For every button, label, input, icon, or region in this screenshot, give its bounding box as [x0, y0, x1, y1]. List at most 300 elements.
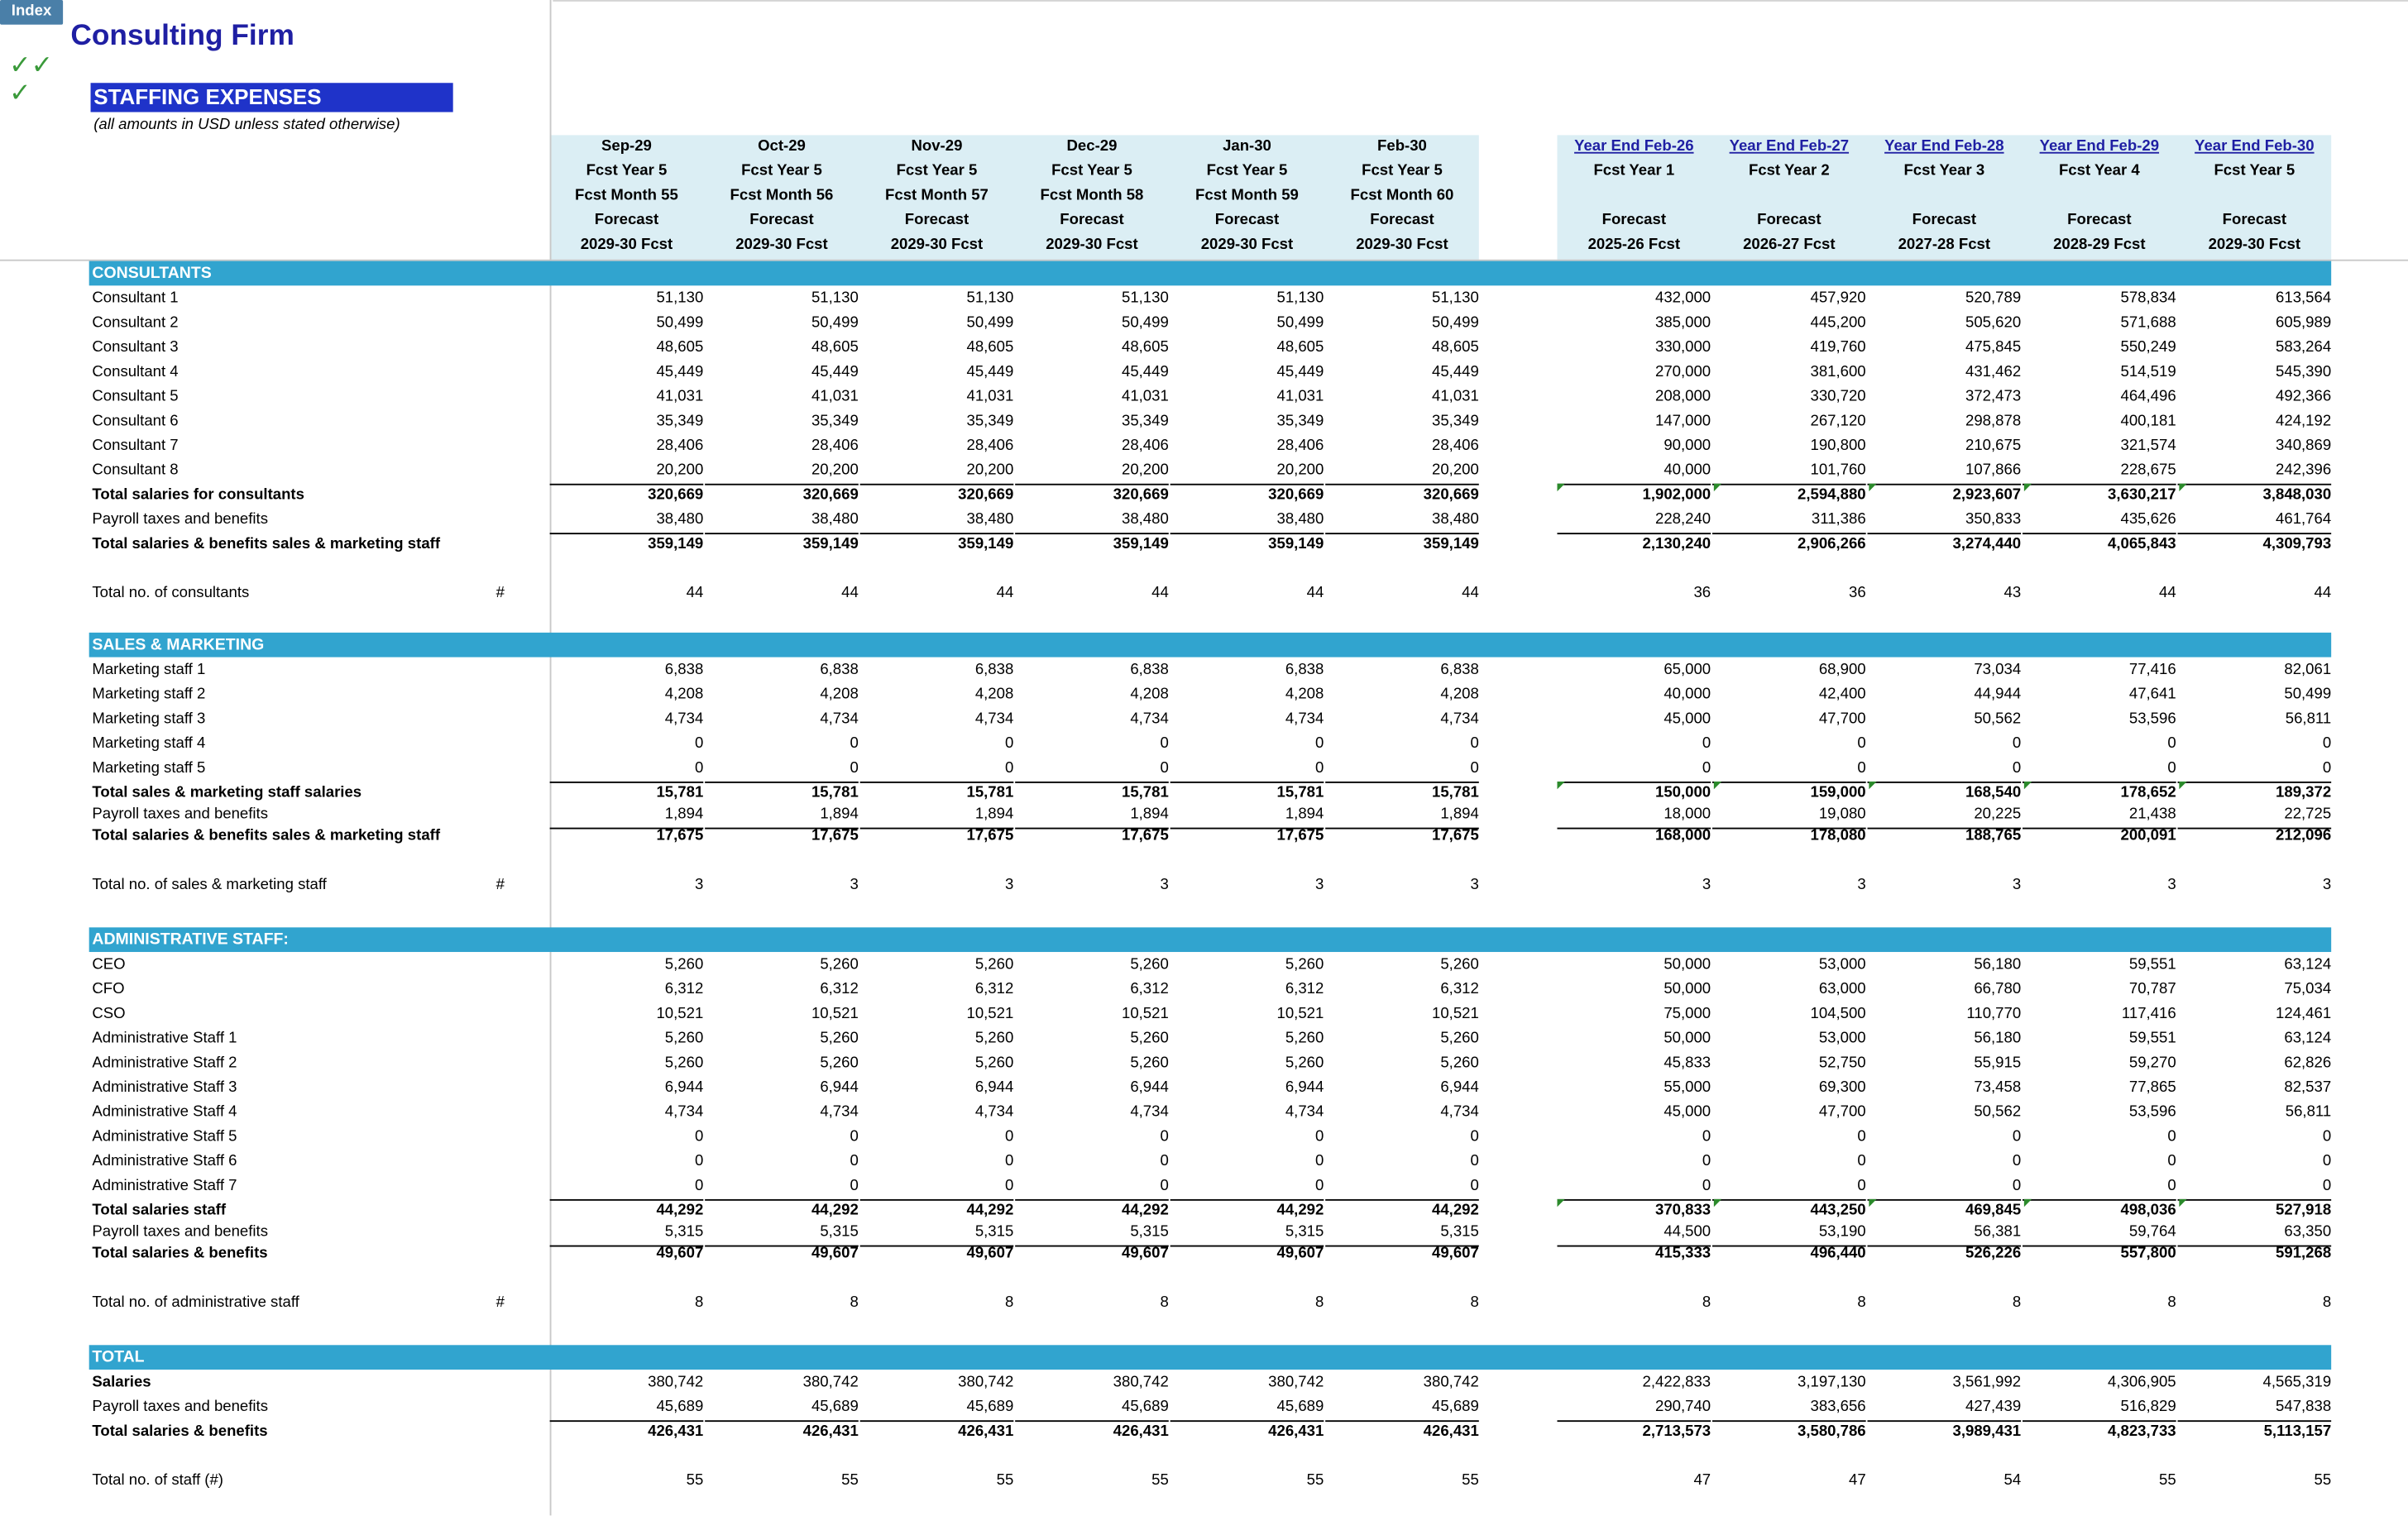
month-value-cell[interactable]: 320,669: [958, 486, 1014, 504]
year-value-cell[interactable]: 0: [2023, 1174, 2176, 1201]
year-value-cell[interactable]: 63,124: [2284, 956, 2332, 974]
year-value-cell[interactable]: 591,268: [2276, 1245, 2332, 1263]
year-value-cell[interactable]: 59,551: [2128, 1030, 2176, 1048]
year-value-cell[interactable]: 505,620: [1965, 314, 2022, 332]
month-value-cell[interactable]: 8: [850, 1294, 859, 1312]
month-value-cell[interactable]: 44: [841, 585, 859, 602]
month-value-cell[interactable]: 0: [1470, 735, 1479, 753]
year-value-cell[interactable]: 0: [2178, 1174, 2332, 1201]
month-value-cell[interactable]: 38,480: [705, 509, 859, 535]
month-value-cell[interactable]: 44: [996, 585, 1014, 602]
month-value-cell[interactable]: 51,130: [966, 289, 1014, 308]
month-value-cell[interactable]: 6,838: [1440, 662, 1479, 679]
year-value-cell[interactable]: 43: [2003, 585, 2022, 602]
month-value-cell[interactable]: 0: [1314, 735, 1324, 753]
year-value-cell[interactable]: 3,274,440: [1952, 535, 2022, 553]
month-value-cell[interactable]: 4,208: [1440, 686, 1479, 704]
month-value-cell[interactable]: 35,349: [1121, 413, 1169, 430]
year-value-cell[interactable]: 372,473: [1965, 388, 2022, 406]
month-value-cell[interactable]: 0: [1004, 735, 1014, 753]
month-value-cell[interactable]: 44,292: [966, 1202, 1014, 1220]
month-value-cell[interactable]: 4,734: [1130, 1103, 1169, 1121]
year-value-cell[interactable]: 492,366: [2276, 388, 2332, 406]
month-value-cell[interactable]: 0: [550, 757, 704, 783]
month-header[interactable]: [550, 135, 704, 258]
month-value-cell[interactable]: 8: [1160, 1294, 1169, 1312]
year-value-cell[interactable]: 0: [2322, 1128, 2332, 1145]
month-value-cell[interactable]: 3: [1314, 877, 1324, 894]
year-value-cell[interactable]: 526,226: [1965, 1245, 2022, 1263]
year-value-cell[interactable]: 190,800: [1810, 438, 1866, 455]
year-value-cell[interactable]: 435,626: [2023, 509, 2176, 535]
year-value-cell[interactable]: 3: [1857, 877, 1866, 894]
month-value-cell[interactable]: 4,734: [1130, 710, 1169, 728]
month-header[interactable]: [860, 135, 1014, 258]
month-value-cell[interactable]: 0: [550, 1174, 704, 1201]
month-value-cell[interactable]: 426,431: [1113, 1423, 1169, 1441]
month-value-cell[interactable]: 0: [1325, 757, 1479, 783]
year-value-cell[interactable]: 178,080: [1810, 827, 1866, 845]
year-value-cell[interactable]: 50,562: [1974, 1103, 2022, 1121]
year-value-cell[interactable]: 432,000: [1655, 289, 1711, 308]
month-value-cell[interactable]: 17,675: [811, 827, 859, 845]
month-value-cell[interactable]: 380,742: [958, 1374, 1014, 1391]
month-value-cell[interactable]: 4,734: [820, 1103, 859, 1121]
month-value-cell[interactable]: 28,406: [811, 438, 859, 455]
year-value-cell[interactable]: 0: [1712, 757, 1866, 783]
month-value-cell[interactable]: 0: [1314, 1153, 1324, 1170]
month-value-cell[interactable]: 20,200: [1015, 459, 1169, 485]
year-value-cell[interactable]: 75,000: [1664, 1006, 1711, 1023]
year-value-cell[interactable]: 73,458: [1974, 1079, 2022, 1097]
month-value-cell[interactable]: 8: [1470, 1294, 1479, 1312]
month-value-cell[interactable]: 5,260: [1130, 956, 1169, 974]
year-value-cell[interactable]: 44: [2159, 585, 2176, 602]
month-value-cell[interactable]: 426,431: [648, 1423, 704, 1441]
month-value-cell[interactable]: 45,689: [1170, 1396, 1324, 1423]
month-value-cell[interactable]: 5,260: [1285, 1055, 1324, 1072]
month-value-cell[interactable]: 359,149: [1423, 535, 1479, 553]
year-value-cell[interactable]: 2,713,573: [1642, 1423, 1711, 1441]
year-header[interactable]: [1557, 135, 1711, 258]
month-value-cell[interactable]: 6,838: [1285, 662, 1324, 679]
year-value-cell[interactable]: 400,181: [2120, 413, 2176, 430]
month-value-cell[interactable]: 426,431: [802, 1423, 859, 1441]
month-value-cell[interactable]: 6,944: [664, 1079, 704, 1097]
month-value-cell[interactable]: 10,521: [1432, 1006, 1479, 1023]
year-value-cell[interactable]: 0: [2012, 1128, 2022, 1145]
year-value-cell[interactable]: 44,944: [1974, 686, 2022, 704]
month-value-cell[interactable]: 55: [996, 1472, 1014, 1490]
year-value-cell[interactable]: 381,600: [1810, 363, 1866, 381]
month-value-cell[interactable]: 1,894: [1170, 803, 1324, 830]
year-value-cell[interactable]: 212,096: [2276, 827, 2332, 845]
month-value-cell[interactable]: 45,449: [1276, 363, 1324, 381]
year-value-cell[interactable]: 8: [1857, 1294, 1866, 1312]
month-value-cell[interactable]: 48,605: [1121, 339, 1169, 356]
year-value-cell[interactable]: 55: [2159, 1472, 2176, 1490]
year-value-cell[interactable]: 605,989: [2276, 314, 2332, 332]
month-value-cell[interactable]: 3: [850, 877, 859, 894]
month-value-cell[interactable]: 4,734: [1285, 710, 1324, 728]
year-value-cell[interactable]: 47: [1848, 1472, 1866, 1490]
year-value-cell[interactable]: 4,309,793: [2262, 535, 2332, 553]
month-value-cell[interactable]: 44,292: [1432, 1202, 1479, 1220]
year-value-cell[interactable]: 56,381: [1868, 1221, 2022, 1247]
month-value-cell[interactable]: 5,260: [664, 956, 704, 974]
month-value-cell[interactable]: 5,260: [820, 1030, 859, 1048]
month-value-cell[interactable]: 0: [850, 1128, 859, 1145]
month-value-cell[interactable]: 5,260: [974, 1055, 1014, 1072]
month-value-cell[interactable]: 6,944: [1285, 1079, 1324, 1097]
year-value-cell[interactable]: 47,641: [2128, 686, 2176, 704]
year-value-cell[interactable]: 55: [2314, 1472, 2332, 1490]
month-value-cell[interactable]: 426,431: [1423, 1423, 1479, 1441]
month-value-cell[interactable]: 359,149: [1268, 535, 1324, 553]
month-value-cell[interactable]: 38,480: [1015, 509, 1169, 535]
month-value-cell[interactable]: 6,312: [1285, 981, 1324, 998]
year-value-cell[interactable]: 290,740: [1557, 1396, 1711, 1423]
month-value-cell[interactable]: 6,838: [1130, 662, 1169, 679]
month-value-cell[interactable]: 44: [686, 585, 704, 602]
month-value-cell[interactable]: 44: [1306, 585, 1324, 602]
year-value-cell[interactable]: 298,878: [1965, 413, 2022, 430]
month-value-cell[interactable]: 44,292: [811, 1202, 859, 1220]
month-value-cell[interactable]: 4,208: [664, 686, 704, 704]
month-value-cell[interactable]: 5,260: [1285, 956, 1324, 974]
month-value-cell[interactable]: 5,260: [1130, 1055, 1169, 1072]
month-value-cell[interactable]: 20,200: [1170, 459, 1324, 485]
month-value-cell[interactable]: 0: [1170, 757, 1324, 783]
year-value-cell[interactable]: 70,787: [2128, 981, 2176, 998]
month-value-cell[interactable]: 15,781: [966, 784, 1014, 802]
month-value-cell[interactable]: 6,838: [664, 662, 704, 679]
month-value-cell[interactable]: 51,130: [811, 289, 859, 308]
year-value-cell[interactable]: 267,120: [1810, 413, 1866, 430]
year-value-cell[interactable]: 52,750: [1818, 1055, 1866, 1072]
month-value-cell[interactable]: 41,031: [656, 388, 704, 406]
year-value-cell[interactable]: 56,811: [2285, 710, 2332, 728]
month-header[interactable]: [705, 135, 859, 258]
month-value-cell[interactable]: 0: [1160, 1128, 1169, 1145]
year-value-cell[interactable]: 3,580,786: [1798, 1423, 1866, 1441]
month-value-cell[interactable]: 28,406: [1276, 438, 1324, 455]
year-value-cell[interactable]: 242,396: [2178, 459, 2332, 485]
year-value-cell[interactable]: 53,596: [2128, 1103, 2176, 1121]
month-value-cell[interactable]: 0: [705, 1174, 859, 1201]
month-value-cell[interactable]: 1,894: [550, 803, 704, 830]
month-value-cell[interactable]: 49,607: [656, 1245, 704, 1263]
month-value-cell[interactable]: 320,669: [1268, 486, 1324, 504]
year-value-cell[interactable]: 4,823,733: [2108, 1423, 2176, 1441]
year-value-cell[interactable]: 75,034: [2284, 981, 2332, 998]
month-value-cell[interactable]: 320,669: [648, 486, 704, 504]
month-value-cell[interactable]: 380,742: [648, 1374, 704, 1391]
year-value-cell[interactable]: 63,124: [2284, 1030, 2332, 1048]
year-value-cell[interactable]: 200,091: [2120, 827, 2176, 845]
month-value-cell[interactable]: 51,130: [1276, 289, 1324, 308]
year-value-cell[interactable]: 0: [2167, 735, 2176, 753]
month-value-cell[interactable]: 5,315: [860, 1221, 1014, 1247]
month-value-cell[interactable]: 28,406: [656, 438, 704, 455]
year-value-cell[interactable]: 2,923,607: [1952, 486, 2022, 504]
year-value-cell[interactable]: 50,562: [1974, 710, 2022, 728]
year-value-cell[interactable]: 431,462: [1965, 363, 2022, 381]
year-header[interactable]: [1868, 135, 2022, 258]
month-value-cell[interactable]: 15,781: [811, 784, 859, 802]
year-value-cell[interactable]: 55,000: [1664, 1079, 1711, 1097]
month-value-cell[interactable]: 6,312: [820, 981, 859, 998]
year-value-cell[interactable]: 311,386: [1712, 509, 1866, 535]
month-value-cell[interactable]: 5,260: [820, 956, 859, 974]
month-value-cell[interactable]: 41,031: [1276, 388, 1324, 406]
month-value-cell[interactable]: 320,669: [802, 486, 859, 504]
month-value-cell[interactable]: 0: [694, 735, 704, 753]
month-value-cell[interactable]: 5,260: [664, 1055, 704, 1072]
month-value-cell[interactable]: 4,734: [664, 710, 704, 728]
month-value-cell[interactable]: 15,781: [656, 784, 704, 802]
month-value-cell[interactable]: 5,260: [1440, 956, 1479, 974]
year-value-cell[interactable]: 545,390: [2276, 363, 2332, 381]
year-value-cell[interactable]: 0: [2167, 1128, 2176, 1145]
month-value-cell[interactable]: 426,431: [1268, 1423, 1324, 1441]
year-value-cell[interactable]: 516,829: [2023, 1396, 2176, 1423]
year-value-cell[interactable]: 3: [2322, 877, 2332, 894]
month-value-cell[interactable]: 17,675: [1432, 827, 1479, 845]
year-value-cell[interactable]: 0: [1702, 1153, 1711, 1170]
month-value-cell[interactable]: 0: [1160, 1153, 1169, 1170]
year-value-cell[interactable]: 498,036: [2120, 1202, 2176, 1220]
year-value-cell[interactable]: 8: [2167, 1294, 2176, 1312]
year-value-cell[interactable]: 469,845: [1965, 1202, 2022, 1220]
month-value-cell[interactable]: 0: [1160, 735, 1169, 753]
month-value-cell[interactable]: 15,781: [1276, 784, 1324, 802]
year-value-cell[interactable]: 445,200: [1810, 314, 1866, 332]
month-value-cell[interactable]: 51,130: [1432, 289, 1479, 308]
month-value-cell[interactable]: 20,200: [1325, 459, 1479, 485]
month-value-cell[interactable]: 55: [1306, 1472, 1324, 1490]
month-value-cell[interactable]: 5,315: [550, 1221, 704, 1247]
year-value-cell[interactable]: 101,760: [1712, 459, 1866, 485]
year-value-cell[interactable]: 2,594,880: [1798, 486, 1866, 504]
month-value-cell[interactable]: 5,260: [1130, 1030, 1169, 1048]
year-value-cell[interactable]: 0: [1857, 1153, 1866, 1170]
year-value-cell[interactable]: 0: [1557, 757, 1711, 783]
month-value-cell[interactable]: 4,734: [1285, 1103, 1324, 1121]
year-value-cell[interactable]: 44: [2314, 585, 2332, 602]
year-value-cell[interactable]: 0: [1857, 1128, 1866, 1145]
month-value-cell[interactable]: 10,521: [966, 1006, 1014, 1023]
month-value-cell[interactable]: 5,315: [1015, 1221, 1169, 1247]
month-value-cell[interactable]: 8: [1004, 1294, 1014, 1312]
month-value-cell[interactable]: 10,521: [811, 1006, 859, 1023]
month-value-cell[interactable]: 48,605: [1276, 339, 1324, 356]
month-value-cell[interactable]: 380,742: [1268, 1374, 1324, 1391]
year-value-cell[interactable]: 3,989,431: [1952, 1423, 2022, 1441]
year-value-cell[interactable]: 0: [2023, 757, 2176, 783]
year-value-cell[interactable]: 53,000: [1818, 956, 1866, 974]
year-value-cell[interactable]: 475,845: [1965, 339, 2022, 356]
year-value-cell[interactable]: 36: [1693, 585, 1711, 602]
year-value-cell[interactable]: 457,920: [1810, 289, 1866, 308]
month-value-cell[interactable]: 55: [841, 1472, 859, 1490]
year-value-cell[interactable]: 443,250: [1810, 1202, 1866, 1220]
month-value-cell[interactable]: 5,260: [820, 1055, 859, 1072]
month-value-cell[interactable]: 4,208: [820, 686, 859, 704]
year-value-cell[interactable]: 62,826: [2284, 1055, 2332, 1072]
month-value-cell[interactable]: 50,499: [1121, 314, 1169, 332]
month-value-cell[interactable]: 320,669: [1113, 486, 1169, 504]
year-value-cell[interactable]: 3: [2012, 877, 2022, 894]
month-value-cell[interactable]: 38,480: [1170, 509, 1324, 535]
month-value-cell[interactable]: 4,734: [1440, 1103, 1479, 1121]
year-value-cell[interactable]: 547,838: [2178, 1396, 2332, 1423]
month-value-cell[interactable]: 35,349: [811, 413, 859, 430]
year-value-cell[interactable]: 54: [2003, 1472, 2022, 1490]
month-value-cell[interactable]: 6,944: [974, 1079, 1014, 1097]
year-value-cell[interactable]: 69,300: [1818, 1079, 1866, 1097]
month-value-cell[interactable]: 380,742: [1423, 1374, 1479, 1391]
month-value-cell[interactable]: 3: [1470, 877, 1479, 894]
year-value-cell[interactable]: 228,240: [1557, 509, 1711, 535]
year-value-cell[interactable]: 40,000: [1557, 459, 1711, 485]
year-value-cell[interactable]: 53,596: [2128, 710, 2176, 728]
year-value-cell[interactable]: 55,915: [1974, 1055, 2022, 1072]
year-value-cell[interactable]: 40,000: [1664, 686, 1711, 704]
month-value-cell[interactable]: 17,675: [1121, 827, 1169, 845]
year-value-cell[interactable]: 50,000: [1664, 1030, 1711, 1048]
year-value-cell[interactable]: 2,422,833: [1642, 1374, 1711, 1391]
month-value-cell[interactable]: 45,449: [1121, 363, 1169, 381]
month-value-cell[interactable]: 8: [1314, 1294, 1324, 1312]
month-value-cell[interactable]: 55: [686, 1472, 704, 1490]
month-value-cell[interactable]: 6,944: [1440, 1079, 1479, 1097]
year-value-cell[interactable]: 147,000: [1655, 413, 1711, 430]
month-value-cell[interactable]: 28,406: [1432, 438, 1479, 455]
month-value-cell[interactable]: 45,689: [860, 1396, 1014, 1423]
month-value-cell[interactable]: 0: [850, 735, 859, 753]
month-value-cell[interactable]: 320,669: [1423, 486, 1479, 504]
month-value-cell[interactable]: 49,607: [1432, 1245, 1479, 1263]
year-value-cell[interactable]: 0: [1868, 1174, 2022, 1201]
month-value-cell[interactable]: 41,031: [1121, 388, 1169, 406]
year-value-cell[interactable]: 82,061: [2284, 662, 2332, 679]
month-value-cell[interactable]: 10,521: [656, 1006, 704, 1023]
year-value-cell[interactable]: 350,833: [1868, 509, 2022, 535]
year-value-cell[interactable]: 77,416: [2128, 662, 2176, 679]
month-value-cell[interactable]: 380,742: [802, 1374, 859, 1391]
month-value-cell[interactable]: 44: [1462, 585, 1479, 602]
month-value-cell[interactable]: 15,781: [1121, 784, 1169, 802]
year-value-cell[interactable]: 5,113,157: [2263, 1423, 2332, 1441]
month-value-cell[interactable]: 20,200: [705, 459, 859, 485]
month-value-cell[interactable]: 35,349: [1276, 413, 1324, 430]
year-value-cell[interactable]: 56,811: [2285, 1103, 2332, 1121]
year-value-cell[interactable]: 210,675: [1965, 438, 2022, 455]
month-value-cell[interactable]: 45,689: [1015, 1396, 1169, 1423]
month-value-cell[interactable]: 0: [1004, 1128, 1014, 1145]
month-value-cell[interactable]: 44,292: [1276, 1202, 1324, 1220]
month-value-cell[interactable]: 1,894: [860, 803, 1014, 830]
month-value-cell[interactable]: 51,130: [656, 289, 704, 308]
year-value-cell[interactable]: 59,551: [2128, 956, 2176, 974]
month-value-cell[interactable]: 4,208: [1285, 686, 1324, 704]
year-value-cell[interactable]: 168,540: [1965, 784, 2022, 802]
year-value-cell[interactable]: 330,000: [1655, 339, 1711, 356]
year-value-cell[interactable]: 496,440: [1810, 1245, 1866, 1263]
month-value-cell[interactable]: 44: [1151, 585, 1169, 602]
year-value-cell[interactable]: 3,561,992: [1952, 1374, 2022, 1391]
year-value-cell[interactable]: 47: [1693, 1472, 1711, 1490]
month-header[interactable]: [1170, 135, 1324, 258]
month-value-cell[interactable]: 5,260: [1285, 1030, 1324, 1048]
year-value-cell[interactable]: 0: [1857, 735, 1866, 753]
year-header[interactable]: [2178, 135, 2332, 258]
year-value-cell[interactable]: 124,461: [2276, 1006, 2332, 1023]
year-value-cell[interactable]: 117,416: [2121, 1006, 2176, 1023]
month-value-cell[interactable]: 6,312: [1440, 981, 1479, 998]
month-value-cell[interactable]: 49,607: [1121, 1245, 1169, 1263]
month-value-cell[interactable]: 426,431: [958, 1423, 1014, 1441]
year-value-cell[interactable]: 4,565,319: [2262, 1374, 2332, 1391]
month-value-cell[interactable]: 41,031: [811, 388, 859, 406]
year-value-cell[interactable]: 383,656: [1712, 1396, 1866, 1423]
year-header[interactable]: [2023, 135, 2176, 258]
month-value-cell[interactable]: 48,605: [656, 339, 704, 356]
month-value-cell[interactable]: 48,605: [1432, 339, 1479, 356]
year-value-cell[interactable]: 189,372: [2276, 784, 2332, 802]
month-value-cell[interactable]: 38,480: [550, 509, 704, 535]
month-value-cell[interactable]: 17,675: [966, 827, 1014, 845]
month-value-cell[interactable]: 41,031: [1432, 388, 1479, 406]
year-value-cell[interactable]: 21,438: [2023, 803, 2176, 830]
year-value-cell[interactable]: 2,906,266: [1798, 535, 1866, 553]
month-value-cell[interactable]: 5,260: [1440, 1055, 1479, 1072]
year-value-cell[interactable]: 520,789: [1965, 289, 2022, 308]
year-value-cell[interactable]: 45,833: [1664, 1055, 1711, 1072]
year-value-cell[interactable]: 1,902,000: [1642, 486, 1711, 504]
year-value-cell[interactable]: 0: [2012, 735, 2022, 753]
year-value-cell[interactable]: 47,700: [1818, 1103, 1866, 1121]
month-header[interactable]: [1325, 135, 1479, 258]
year-value-cell[interactable]: 19,080: [1712, 803, 1866, 830]
year-value-cell[interactable]: 330,720: [1810, 388, 1866, 406]
month-value-cell[interactable]: 41,031: [966, 388, 1014, 406]
month-value-cell[interactable]: 17,675: [656, 827, 704, 845]
month-value-cell[interactable]: 359,149: [1113, 535, 1169, 553]
year-value-cell[interactable]: 45,000: [1664, 1103, 1711, 1121]
month-value-cell[interactable]: 5,260: [974, 1030, 1014, 1048]
month-value-cell[interactable]: 17,675: [1276, 827, 1324, 845]
month-value-cell[interactable]: 28,406: [966, 438, 1014, 455]
year-value-cell[interactable]: 370,833: [1655, 1202, 1711, 1220]
year-value-cell[interactable]: 56,180: [1974, 1030, 2022, 1048]
month-value-cell[interactable]: 5,315: [1325, 1221, 1479, 1247]
month-value-cell[interactable]: 0: [860, 757, 1014, 783]
month-value-cell[interactable]: 48,605: [811, 339, 859, 356]
month-value-cell[interactable]: 38,480: [1325, 509, 1479, 535]
year-value-cell[interactable]: 77,865: [2128, 1079, 2176, 1097]
year-value-cell[interactable]: 188,765: [1965, 827, 2022, 845]
month-value-cell[interactable]: 0: [1170, 1174, 1324, 1201]
month-value-cell[interactable]: 4,208: [974, 686, 1014, 704]
month-value-cell[interactable]: 55: [1151, 1472, 1169, 1490]
year-value-cell[interactable]: 0: [2178, 757, 2332, 783]
year-value-cell[interactable]: 461,764: [2178, 509, 2332, 535]
year-value-cell[interactable]: 0: [2322, 1153, 2332, 1170]
year-value-cell[interactable]: 50,000: [1664, 956, 1711, 974]
month-value-cell[interactable]: 359,149: [802, 535, 859, 553]
